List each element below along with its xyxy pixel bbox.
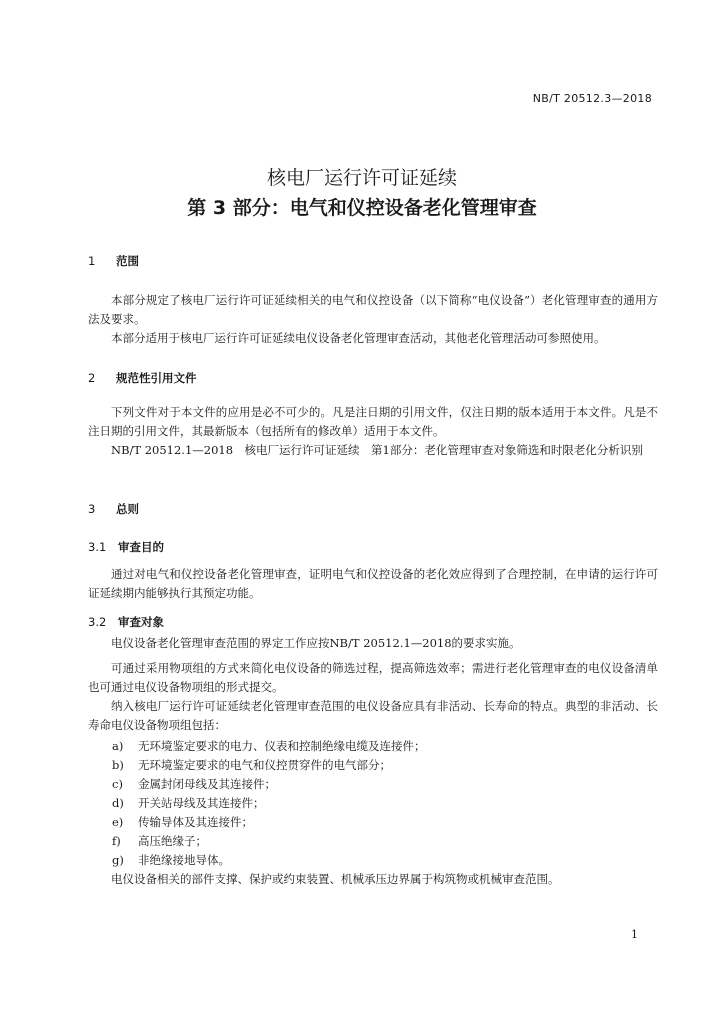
section-3-heading <box>88 501 139 517</box>
list-item <box>112 813 253 832</box>
section-number: 3.1 <box>88 540 107 554</box>
section-number: 3 <box>88 502 96 516</box>
paragraph: 可通过采用物项组的方式来简化电仪设备的筛选过程，提高筛选效率；需进行老化管理审查的电仪设备清单也可通过电仪设备物项组的形式提交。 <box>88 661 658 694</box>
paragraph: 纳入核电厂运行许可证延续老化管理审查范围的电仪设备应具有非活动、长寿命的特点。典型的非活动、长寿命电仪设备物项组包括： <box>88 699 658 732</box>
list-marker: f) <box>112 834 121 848</box>
list-marker: e) <box>112 815 124 829</box>
list-marker: a) <box>112 739 124 753</box>
paragraph: 本部分规定了核电厂运行许可证延续相关的电气和仪控设备（以下简称“电仪设备”）老化管理审查的通用方法及要求。 <box>88 293 658 326</box>
list-item <box>112 851 230 870</box>
list-marker: d) <box>112 796 124 810</box>
section-2-heading <box>88 370 197 386</box>
list-item-text: 开关站母线及其连接件； <box>138 796 265 810</box>
document-title-line1: 核电厂运行许可证延续 <box>266 167 457 189</box>
list-marker: c) <box>112 777 123 791</box>
section-1-heading <box>88 253 139 269</box>
section-title: 范围 <box>116 254 139 268</box>
section-title: 审查目的 <box>118 540 164 554</box>
paragraph: 通过对电气和仪控设备老化管理审查，证明电气和仪控设备的老化效应得到了合理控制，在申请的运行许可证延续期内能够执行其预定功能。 <box>88 567 658 600</box>
list-item <box>112 756 391 775</box>
list-marker: b) <box>112 758 124 772</box>
section-number: 2 <box>88 371 96 385</box>
list-item <box>112 832 207 851</box>
section-number: 1 <box>88 254 96 268</box>
paragraph: 下列文件对于本文件的应用是必不可少的。凡是注日期的引用文件，仅注日期的版本适用于本文件。凡是不注日期的引用文件，其最新版本（包括所有的修改单）适用于本文件。 <box>88 405 658 438</box>
section-title: 规范性引用文件 <box>116 371 197 385</box>
paragraph: 本部分适用于核电厂运行许可证延续电仪设备老化管理审查活动，其他老化管理活动可参照使用。 <box>111 331 606 345</box>
normative-reference: NB/T 20512.1—2018 核电厂运行许可证延续 第1部分：老化管理审查对象筛选和时限老化分析识别 <box>111 443 643 457</box>
page-number: 1 <box>631 928 638 941</box>
list-item-text: 无环境鉴定要求的电力、仪表和控制绝缘电缆及连接件； <box>138 739 426 753</box>
list-item-text: 金属封闭母线及其连接件； <box>138 777 276 791</box>
section-3-1-heading <box>88 539 164 555</box>
list-item <box>112 794 265 813</box>
document-title-line2: 第 3 部分：电气和仪控设备老化管理审查 <box>187 197 537 219</box>
standard-code: NB/T 20512.3—2018 <box>532 92 652 105</box>
paragraph: 电仪设备相关的部件支撑、保护或约束装置、机械承压边界属于构筑物或机械审查范围。 <box>111 872 560 886</box>
section-title: 总则 <box>116 502 139 516</box>
list-item-text: 高压绝缘子； <box>138 834 207 848</box>
list-item-text: 非绝缘接地导体。 <box>138 853 230 867</box>
section-3-2-heading <box>88 614 164 630</box>
list-item <box>112 737 426 756</box>
section-number: 3.2 <box>88 615 107 629</box>
list-marker: g) <box>112 853 124 867</box>
list-item-text: 无环境鉴定要求的电气和仪控贯穿件的电气部分； <box>138 758 391 772</box>
paragraph: 电仪设备老化管理审查范围的界定工作应按NB/T 20512.1—2018的要求实施。 <box>111 636 521 650</box>
list-item-text: 传输导体及其连接件； <box>138 815 253 829</box>
section-title: 审查对象 <box>118 615 164 629</box>
list-item <box>112 775 276 794</box>
